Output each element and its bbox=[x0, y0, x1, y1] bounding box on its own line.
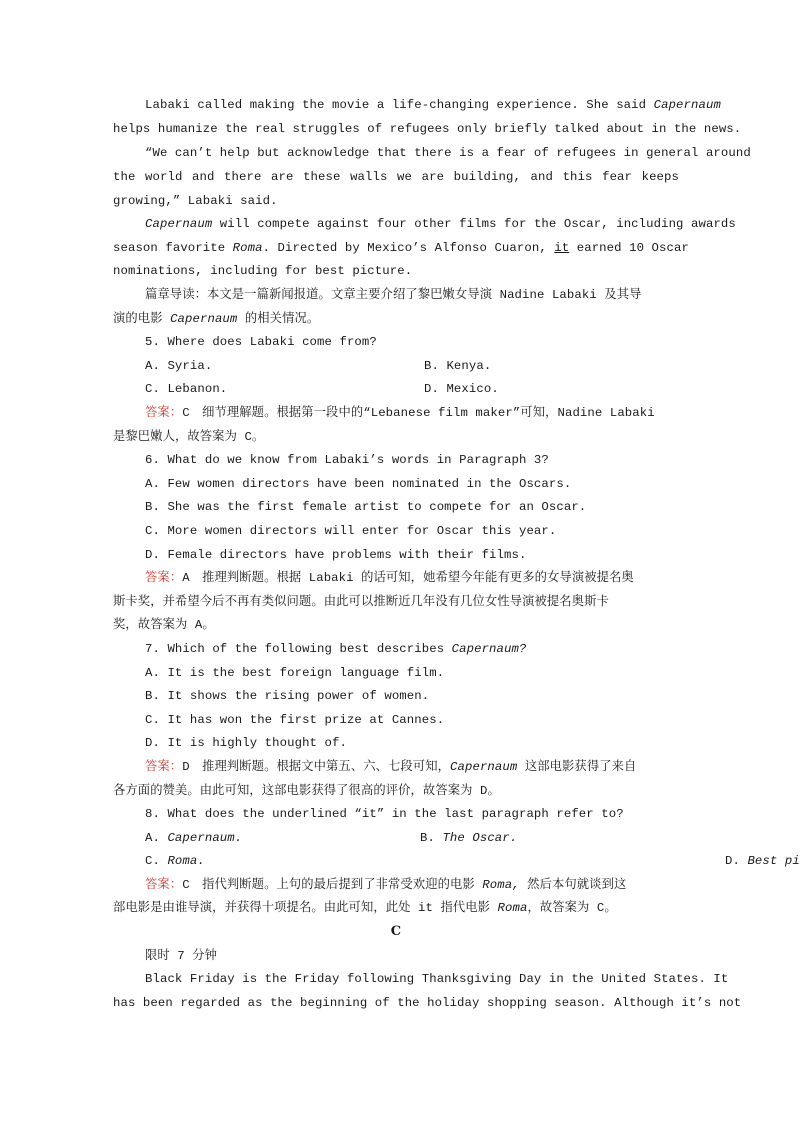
option-d: D. Best pi bbox=[725, 854, 800, 868]
option-b: B. The Oscar. bbox=[420, 831, 518, 845]
answer-label: 答案： bbox=[145, 571, 183, 585]
option-d: D. Female directors have problems with their films. bbox=[145, 548, 527, 562]
passage-line: season favorite Roma. Directed by Mexico’s Alfonso Cuaron, it earned 10 Oscar bbox=[113, 241, 689, 255]
answer-6: 答案：A 推理判断题。根据 Labaki 的话可知，她希望今年能有更多的女导演被提名奥 bbox=[145, 571, 634, 585]
time-limit: 限时 7 分钟 bbox=[145, 949, 218, 963]
option-d: D. Mexico. bbox=[424, 382, 499, 396]
guide-line: 演的电影 Capernaum 的相关情况。 bbox=[113, 312, 320, 326]
passage-line: has been regarded as the beginning of the holiday shopping season. Although it’s not bbox=[113, 996, 742, 1010]
option-c: C. Lebanon. bbox=[145, 382, 228, 396]
answer-6-line: 奖，故答案为 A。 bbox=[113, 618, 215, 632]
passage-line: the world and there are these walls we are building, and this fear keeps bbox=[113, 170, 679, 184]
option-c: C. More women directors will enter for Oscar this year. bbox=[145, 524, 557, 538]
option-a: A. Syria. bbox=[145, 359, 213, 373]
passage-line: growing,” Labaki said. bbox=[113, 194, 278, 208]
answer-5: 答案：C 细节理解题。根据第一段中的“Lebanese film maker”可知，Nadine Labaki bbox=[145, 406, 655, 420]
question-5-stem: 5. Where does Labaki come from? bbox=[145, 335, 377, 349]
option-c: C. Roma. bbox=[145, 854, 205, 868]
guide-line: 篇章导读：本文是一篇新闻报道。文章主要介绍了黎巴嫩女导演 Nadine Labaki 及其导 bbox=[145, 288, 642, 302]
answer-7: 答案：D 推理判断题。根据文中第五、六、七段可知，Capernaum 这部电影获得了来自 bbox=[145, 760, 637, 774]
question-6-stem: 6. What do we know from Labaki’s words in Paragraph 3? bbox=[145, 453, 549, 467]
option-b: B. It shows the rising power of women. bbox=[145, 689, 430, 703]
passage-line: Capernaum will compete against four other films for the Oscar, including awards bbox=[145, 217, 736, 231]
answer-8: 答案：C 指代判断题。上句的最后提到了非常受欢迎的电影 Roma, 然后本句就谈到这 bbox=[145, 878, 627, 892]
option-a: A. Capernaum. bbox=[145, 831, 243, 845]
question-7-stem: 7. Which of the following best describes Capernaum? bbox=[145, 642, 527, 656]
option-b: B. She was the first female artist to compete for an Oscar. bbox=[145, 500, 587, 514]
underlined-it: it bbox=[554, 241, 570, 255]
answer-6-line: 斯卡奖，并希望今后不再有类似问题。由此可以推断近几年没有几位女性导演被提名奥斯卡 bbox=[113, 595, 609, 609]
option-b: B. Kenya. bbox=[424, 359, 492, 373]
option-a: A. Few women directors have been nominated in the Oscars. bbox=[145, 477, 572, 491]
passage-line: “We can’t help but acknowledge that there is a fear of refugees in general around bbox=[145, 146, 751, 160]
answer-label: 答案： bbox=[145, 760, 183, 774]
answer-label: 答案： bbox=[145, 878, 183, 892]
option-c: C. It has won the first prize at Cannes. bbox=[145, 713, 445, 727]
passage-line: Labaki called making the movie a life-changing experience. She said Capernaum bbox=[145, 98, 721, 112]
passage-line: nominations, including for best picture. bbox=[113, 264, 413, 278]
section-heading: C bbox=[390, 924, 402, 939]
answer-7-line: 各方面的赞美。由此可知，这部电影获得了很高的评价，故答案为 D。 bbox=[113, 784, 500, 798]
answer-5-line: 是黎巴嫩人，故答案为 C。 bbox=[113, 430, 265, 444]
passage-line: Black Friday is the Friday following Thanksgiving Day in the United States. It bbox=[145, 972, 729, 986]
option-a: A. It is the best foreign language film. bbox=[145, 666, 445, 680]
answer-label: 答案： bbox=[145, 406, 183, 420]
question-8-stem: 8. What does the underlined “it” in the last paragraph refer to? bbox=[145, 807, 624, 821]
option-d: D. It is highly thought of. bbox=[145, 736, 347, 750]
answer-8-line: 部电影是由谁导演，并获得十项提名。由此可知，此处 it 指代电影 Roma，故答案为 C。 bbox=[113, 901, 617, 915]
passage-line: helps humanize the real struggles of refugees only briefly talked about in the news. bbox=[113, 122, 742, 136]
